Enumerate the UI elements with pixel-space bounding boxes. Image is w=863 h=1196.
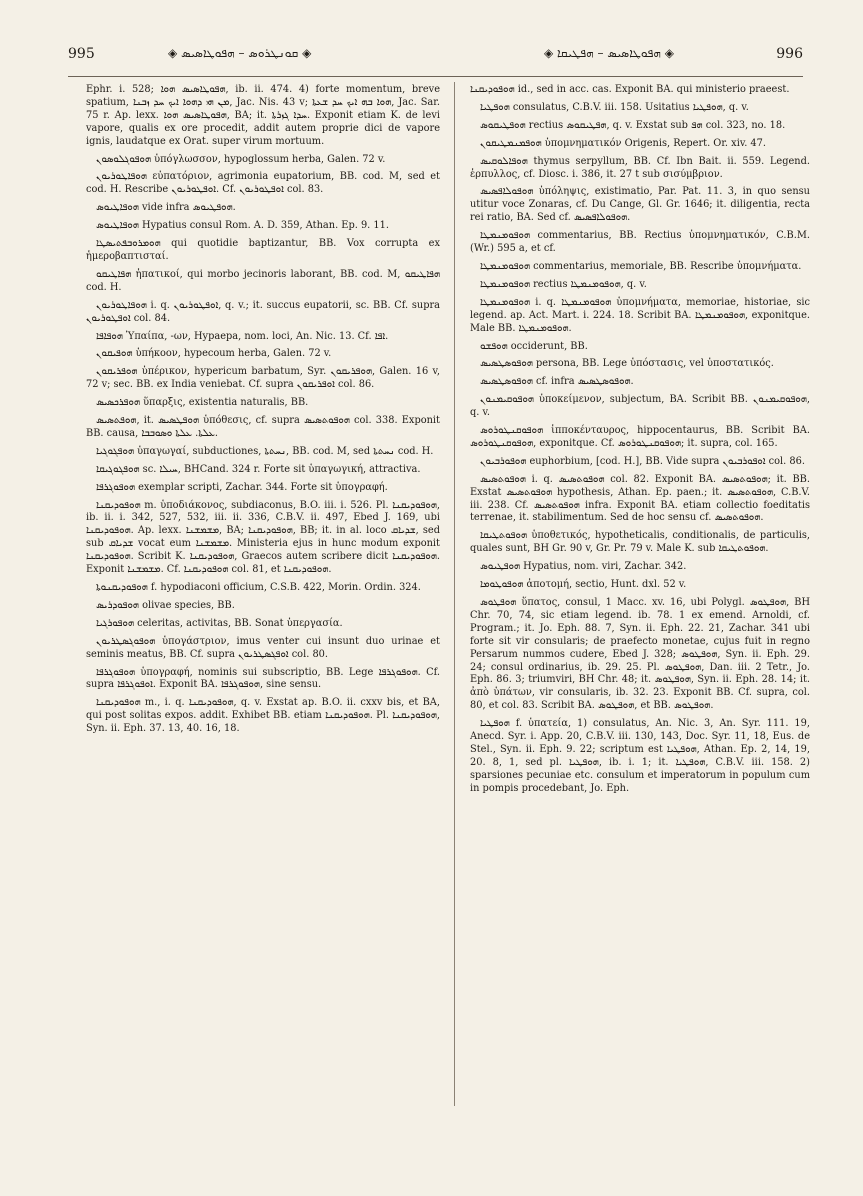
dictionary-entry: ܗܘܦܘܓܠܘܣܘܢ ὑπόγλωσσον, hypoglossum herba, Galen. 72 v. bbox=[96, 153, 386, 165]
dictionary-entry: ܗܘܦܘܕܝܩܢܐ id., sed in acc. cas. Exponit BA. qui ministerio praeest. bbox=[470, 84, 790, 95]
dictionary-entry: ܗܘܡܪܘܒܦܬܝܣܛܐ qui quotidie baptizantur, BB. Vox corrupta ex ἡμεροβαπτισταί. bbox=[86, 238, 440, 262]
dictionary-entry: ܗܘܦܛܝܘܣ Hypatius, nom. viri, Zachar. 342. bbox=[480, 561, 687, 573]
dictionary-entry: ܗܘܦܐܛܘܪܝܘܢ i. q. ܐܘܦܛܘܪܝܘܢ, q. v.; it. succus eupatorii, sc. BB. Cf. supra ܐܘܦܛܘܪܝܘܢ col. 84. bbox=[86, 299, 440, 324]
dictionary-entry: ܗܘܦܐܦܐ Ὑπαίπα, -ων, Hypaepa, nom. loci, An. Nic. 13. Cf. ܐܦܐ. bbox=[96, 330, 389, 342]
dictionary-entry: ܗܘܦܪܝܩܘܢ ὑπέρικον, hypericum barbatum, Syr. ܗܘܦܪܝܩܘܢ, Galen. 16 v, 72 v; sec. BB. ex India veniebat. Cf. supra ܐܘܦܪܝܩܘܢ col. 86. bbox=[86, 366, 440, 391]
dictionary-entry: ܗܘܦܓܘܓܝܐ ὑπαγωγαί, subductiones, ܢܚܬܬܐ, BB. cod. M, sed ܢܚܬܬܐ cod. H. bbox=[96, 445, 434, 457]
dictionary-entry: ܗܘܦܐܠܘܩܝܣ thymus serpyllum, BB. Cf. Ibn Bait. ii. 559. Legend. ἑρπυλλος, cf. Diosc. i. 386, it. 27 t sub σισύμβριον. bbox=[470, 155, 810, 180]
dictionary-entry: ܗܘܦܘܕܝܩܢܐ m., i. q. ܗܘܦܘܕܝܩܢܐ, q. v. Exstat ap. B.O. ii. cxxv bis, et BA, qui post solitas expos. addit. Exhibet BB. etiam ܗܘܦܘܕܝܩܢܐ. Pl. ܗܘܦܘܕܝܩܢܐ, Syn. ii. Eph. 37. 13, 40. 16, 18. bbox=[86, 697, 441, 735]
dictionary-entry: ܗܘܦܘܡܢܡܛܐ rectius ܗܘܦܘܡܢܡܛܐ, q. v. bbox=[480, 278, 647, 290]
dictionary-entry: ܗܘܦܘܣܛܣܝܣ cf. infra ܗܘܦܘܣܛܣܝܣ. bbox=[480, 376, 634, 388]
dictionary-entry: ܗܘܦܘܩܝܡܢܘܢ ὑποκείμενον, subjectum, BA. Scribit BB. ܗܘܦܘܩܝܡܢܘܢ, q. v. bbox=[470, 394, 810, 419]
header-rule bbox=[68, 76, 803, 77]
dictionary-entry: Ephr. i. 528; ܗܦܘܛܐܣܝܣ ܗܘܐ, ib. ii. 474. 4) forte momentum, breve spatium, ܡܢ ܗܝ ܕܗܘܐ ܐܝܟ ܚܕ ܙܒܢܐ, Jac. Nis. 43 v; ܗܘܐ ܒܗ ܐܝܟ ܚܕ ܫܥܬܐ, Jac. Sar. 75 r. Ap. lexx. ܗܦܘܛܐܣܝܣ ܗܘܐ, BA; it. ܚܕܐ ܓܙܪܬܐ. Exponit etiam K. de levi vapore, qualis ex ore procedit, addit autem proprie dici de vapore ignis, laudatque ex Orat. super virum mortuum. bbox=[86, 84, 441, 147]
dictionary-entry: ܗܘܦܬܣܝܣ, it. ܗܘܦܛܣܝܣ ὑπόθεσις, cf. supra ܗܘܦܘܬܣܝܣ col. 338. Exponit BB. causa, ܥܠܬܐ. ܥܠܬܐ ܘܣܘܒܒܐ. bbox=[86, 415, 440, 439]
dictionary-entry: ܗܘܦܡܢܡܛܝܩܘܢ ὑπομνηματικόν Origenis, Repert. Or. xiv. 47. bbox=[480, 137, 767, 149]
dictionary-entry: ܗܘܦܪܟܣܝܣ ὕπαρξις, existentia naturalis, BB. bbox=[96, 397, 309, 409]
left-column bbox=[86, 84, 440, 741]
dictionary-entry: ܗܘܦܘܕܪܝܣ olivae species, BB. bbox=[96, 599, 235, 611]
dictionary-entry: ܗܘܦܘܪܓܝܐ celeritas, activitas, BB. Sonat ὑπεργασία. bbox=[96, 617, 343, 629]
dictionary-entry: ܗܘܦܛܝܐ consulatus, C.B.V. iii. 158. Usitatius ܗܘܦܛܝܐ, q. v. bbox=[480, 101, 749, 113]
dictionary-entry: ܗܘܦܘܠܐܦܣܝܣ ὑπόληψις, existimatio, Par. Pat. 11. 3, in quo sensu utitur voce Zonaras, cf. Du Cange, Gl. Gr. 1646; it. diligentia, recta rei ratio, BA. Sed cf. ܗܘܦܘܠܐܦܣܝܣ. bbox=[470, 186, 810, 224]
dictionary-entry: ܗܘܦܐܛܘܪܝܘܢ εὐπατόριον, agrimonia eupatorium, BB. cod. M, sed et cod. H. Rescribe ܐܘܦܛܘܪܝܘܢ. Cf. ܐܘܦܛܘܪܝܘܢ col. 83. bbox=[86, 171, 440, 196]
dictionary-entry: ܗܘܦܛܘܣ ὕπατος, consul, 1 Macc. xv. 16, ubi Polygl. ܗܘܦܛܘܣ, BH Chr. 70, 74, sic etiam legend. ib. 78. 1 ex emend. Arnoldi, cf. Program.; it. Jo. Eph. 88. 7, Syn. ii. Eph. 22. 21, Zachar. 341 ubi forte sit vir consularis; de praefecto monetae, cujus fuit in regno Persarum nummos cudere, Ebed J. 328; ܗܘܦܛܘܣ, Syn. ii. Eph. 29. 24; consul ordinarius, ib. 29. 25. Pl. ܗܘܦܛܘܣ, Dan. iii. 2 Tetr., Jo. Eph. 86. 3; triumviri, BH Chr. 48; it. ܗܘܦܛܘܣ, Syn. ii. Eph. 28. 14; it. ἀπὸ ὑπάτων, vir consularis, ib. 32. 23. Exponit BB. Cf. supra, col. 80, et col. 83. Scribit BA. ܗܘܦܛܘܣ, et BB. ܗܘܦܛܘܣ. bbox=[470, 597, 811, 712]
dictionary-entry: ܗܘܦܘܬܛܝܩܐ ὑποθετικός, hypotheticalis, conditionalis, de particulis, quales sunt, BH Gr. 90 v, Gr. Pr. 79 v. Male K. sub ܗܘܦܘܬܛܝܩܐ. bbox=[470, 530, 810, 555]
dictionary-entry: ܗܘܦܘܓܪܦܐ exemplar scripti, Zachar. 344. Forte sit ὑπογραφή. bbox=[96, 481, 388, 493]
dictionary-entry: ܗܘܦܘܪܒܝܘܢ euphorbium, [cod. H.], BB. Vide supra ܐܘܦܘܪܒܝܘܢ col. 86. bbox=[480, 455, 805, 467]
dictionary-entry: ܗܘܦܓܘܓܝܩܐ sc. ܚܝܠܐ, BHCand. 324 r. Forte sit ὑπαγωγική, attractiva. bbox=[96, 463, 421, 475]
dictionary-entry: ܗܘܦܛܝܩܘܣ rectius ܗܦܛܝܩܘܣ, q. v. Exstat sub ܗܦ col. 323, no. 18. bbox=[480, 119, 786, 131]
dictionary-entry: ܗܘܦܘܡܢܡܛܐ i. q. ܗܘܦܘܡܢܡܛܐ ὑπομνήματα, memoriae, historiae, sic legend. ap. Act. Mart. i. 224. 18. Scribit BA. ܗܘܦܘܡܢܡܛܐ, exponitque. Male BB. ܗܘܦܘܡܢܡܛܐ. bbox=[470, 296, 810, 334]
dictionary-entry: ܗܦܐܛܝܩܘ ἡπατικοί, qui morbo jecinoris laborant, BB. cod. M, ܗܦܐܛܝܩܘ cod. H. bbox=[86, 268, 440, 293]
dictionary-entry: ܗܘܦܘܡܢܡܛܐ commentarius, BB. Rectius ὑπομνηματικόν, C.B.M. (Wr.) 595 a, et cf. bbox=[470, 230, 810, 255]
column-divider bbox=[454, 82, 455, 1106]
dictionary-entry: ܗܘܦܘܓܣܛܪܝܘܢ ὑπογάστριον, imus venter cui insunt duo urinae et seminis meatus, BB. Cf. supra ܐܘܦܓܣܛܪܝܘܢ col. 80. bbox=[86, 635, 440, 660]
page-number-right: 996 bbox=[776, 46, 803, 62]
page-header bbox=[68, 44, 803, 68]
dictionary-entry: ܗܘܦܘܩܢܛܘܪܘܣ ἱπποκένταυρος, hippocentaurus, BB. Scribit BA. ܗܘܦܘܩܢܛܘܪܘܣ, exponitque. Cf. ܗܘܦܘܩܢܛܘܪܘܣ; it. supra, col. 165. bbox=[470, 425, 810, 449]
dictionary-entry: ܗܘܦܐܛܝܘܣ Hypatius consul Rom. A. D. 359, Athan. Ep. 9. 11. bbox=[96, 220, 389, 232]
running-title-left: ◈ ܩܘܢܛܪܘܣ – ܗܦܘܛܐܣܝܣ ◈ bbox=[168, 46, 312, 60]
dictionary-entry: ܗܘܦܫܘ occiderunt, BB. bbox=[480, 340, 588, 352]
dictionary-entry: ܗܘܦܘܣܛܣܝܣ persona, BB. Lege ὑπόστασις, vel ὑποστατικός. bbox=[480, 358, 774, 370]
dictionary-entry: ܗܘܦܘܕܝܩܢܐ m. ὑποδιάκονος, subdiaconus, B.O. iii. i. 526. Pl. ܗܘܦܘܕܝܩܢܐ, ib. ii. i. 342, 527, 532, iii. ii. 336, C.B.V. ii. 497, Ebed J. 169, ubi ܗܘܦܘܕܝܩܢܐ. Ap. lexx. ܡܫܡܫܢܐ, BA; ܗܘܦܘܕܝܩܢܐ, BB; it. in al. loco ܫܕܝܐܩ, sed sub ܫܕܝܐܩ vocat eum ܡܫܡܫܢܐ. Ministeria ejus in hunc modum exponit ܗܘܦܘܕܝܩܢܐ. Scribit K. ܗܘܦܘܕܝܩܢܐ, Graecos autem scribere dicit ܗܘܦܘܕܝܩܢܐ. Exponit ܡܫܡܫܢܐ. Cf. ܗܘܦܘܕܝܩܢܐ col. 81, et ܗܘܦܘܕܝܩܢܐ. bbox=[86, 499, 440, 576]
dictionary-entry: ܗܘܦܘܡܢܡܛܐ commentarius, memoriale, BB. Rescribe ὑπομνήματα. bbox=[480, 260, 802, 272]
right-column bbox=[470, 84, 810, 801]
dictionary-entry: ܗܘܦܘܓܪܦܐ ὑπογραφή, nominis sui subscriptio, BB. Lege ܗܘܦܘܓܪܦܐ. Cf. supra ܐܘܦܘܓܪܦܐ. Exponit BA. ܗܘܦܘܓܪܦܐ, sine sensu. bbox=[86, 666, 440, 691]
dictionary-entry: ܗܘܦܘܬܣܝܣ i. q. ܗܘܦܘܬܣܝܣ col. 82. Exponit BA. ܗܘܦܘܬܣܝܣ; it. BB. Exstat ܗܘܦܘܬܣܝܣ hypothesis, Athan. Ep. paen.; it. ܗܘܦܘܬܣܝܣ, C.B.V. iii. 238. Cf. ܗܘܦܘܬܣܝܣ infra. Exponit BA. etiam collectio foeditatis terrenae, it. stabilimentum. Sed de hoc sensu cf. ܗܘܦܘܬܣܝܣ. bbox=[470, 473, 810, 524]
dictionary-entry: ܗܘܦܝܩܘܢ ὑπήκοον, hypecoum herba, Galen. 72 v. bbox=[96, 348, 332, 360]
dictionary-entry: ܗܘܦܐܛܝܘܣ vide infra ܗܘܦܛܝܘܣ. bbox=[96, 202, 236, 214]
page-number-left: 995 bbox=[68, 46, 95, 62]
running-title-right: ◈ ܗܦܘܛܐܣܝܣ – ܗܦܛܝܩܐ ◈ bbox=[544, 46, 674, 60]
dictionary-entry: ܗܘܦܘܕܝܩܢܘܬܐ f. hypodiaconi officium, C.S.B. 422, Morin. Ordin. 324. bbox=[96, 582, 421, 593]
dictionary-entry: ܗܘܦܛܝܐ f. ὑπατεία, 1) consulatus, An. Nic. 3, An. Syr. 111. 19, Anecd. Syr. i. App. 20, C.B.V. iii. 130, 143, Doc. Syr. 11, 18, Eus. de Stel., Syn. ii. Eph. 9. 22; scriptum est ܗܘܦܛܝܐ, Athan. Ep. 2, 14, 19, 20. 8, 1, sed pl. ܗܘܦܛܝܐ, ib. i. 1; it. ܗܘܦܛܝܐ, C.B.V. iii. 158. 2) sparsiones pecuniae etc. consulum et imperatorum in populum cum in pompis procedebant, Jo. Eph. bbox=[470, 718, 810, 794]
dictionary-entry: ܗܘܦܘܛܘܡܐ ἀποτομή, sectio, Hunt. dxl. 52 v. bbox=[480, 579, 687, 591]
